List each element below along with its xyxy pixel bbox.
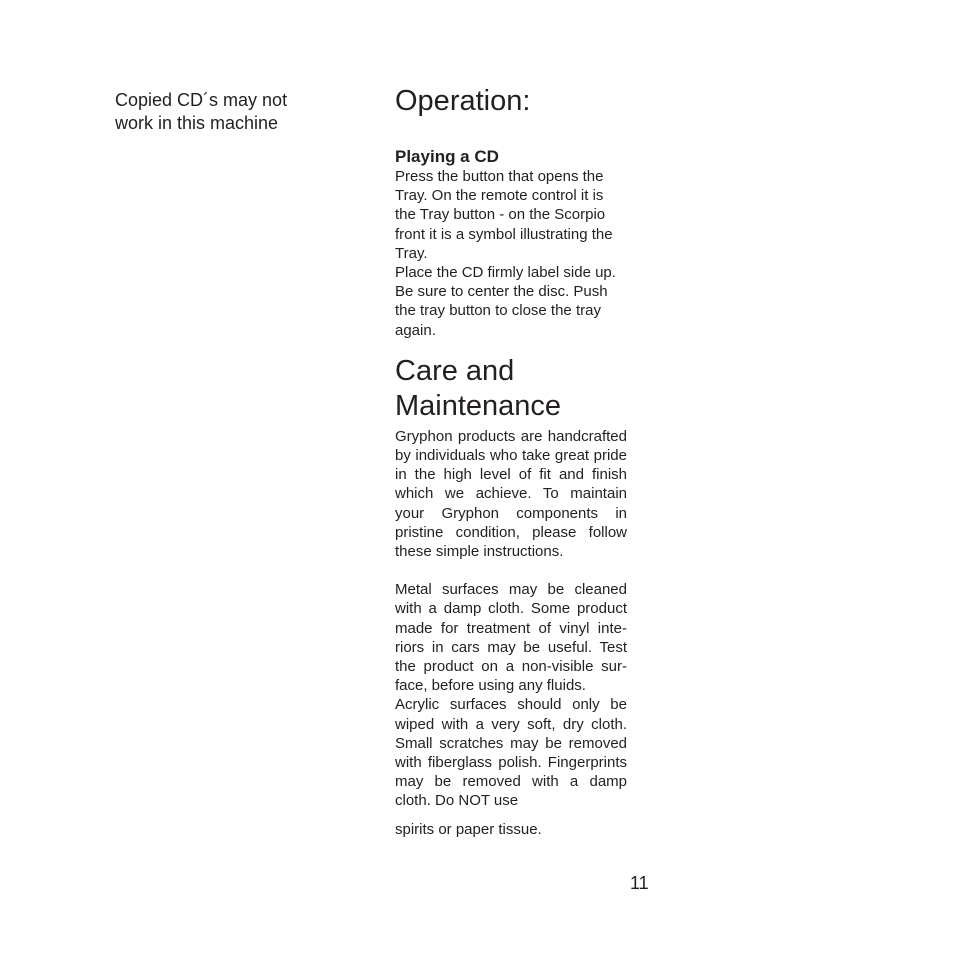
care-heading (395, 354, 627, 424)
care-paragraph-3: Acrylic surfaces should only be wiped with a very soft, dry cloth. Small scratches may be removed with fiberglass polish. Fingerprints may be removed with a damp cloth. Do NOT use (395, 696, 627, 810)
side-note-line-1: Copied CD´s may not (115, 90, 288, 110)
paragraph-spacer (395, 561, 627, 580)
operation-heading: Operation: (395, 85, 531, 117)
care-paragraph-3-tail: spirits or paper tissue. (395, 820, 542, 838)
page-number: 11 (630, 873, 649, 893)
playing-cd-subheading: Playing a CD (395, 147, 499, 166)
care-heading-line-2: Maintenance (395, 389, 562, 422)
main-column (395, 84, 627, 839)
care-heading-line-1: Care and (395, 354, 515, 387)
care-paragraph-2: Metal surfaces may be cleaned with a damp cloth. Some product made for treatment of vinyl interiors in cars may be useful. Test the product on a non-visible surface, before using any fluids. (395, 581, 627, 695)
playing-cd-paragraph-1: Press the button that opens the Tray. On the remote control it is the Tray button - on the Scorpio front it is a symbol illustrating the Tray. (395, 168, 613, 262)
playing-cd-paragraph-2: Place the CD firmly label side up. Be sure to center the disc. Push the tray button to close the tray again. (395, 264, 616, 339)
side-note (115, 89, 345, 135)
care-paragraph-1: Gryphon products are handcrafted by individuals who take great pride in the high level of fit and finish which we achieve. To maintain your Gryphon components in pristine condition, please follow these simple instructions. (395, 427, 627, 561)
side-note-line-2: work in this machine (115, 113, 279, 133)
